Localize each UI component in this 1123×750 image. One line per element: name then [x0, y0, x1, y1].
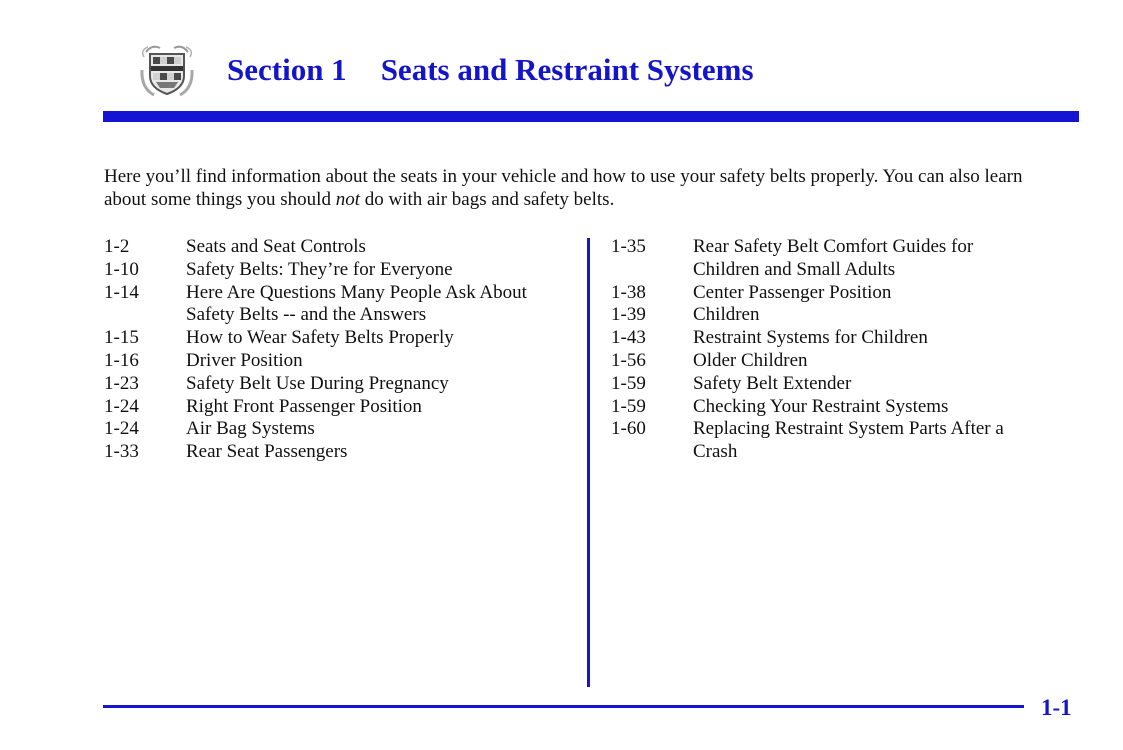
toc-page-number: 1-56 — [611, 349, 646, 371]
toc-page-number: 1-23 — [104, 372, 139, 394]
toc-entry[interactable] — [104, 373, 574, 396]
toc-page-number: 1-24 — [104, 418, 139, 440]
toc-page-number: 1-35 — [611, 236, 646, 257]
toc-page-number: 1-59 — [611, 395, 646, 417]
toc-entry[interactable] — [104, 327, 574, 350]
toc-entry[interactable] — [611, 327, 1031, 350]
toc-entry[interactable] — [104, 441, 574, 464]
toc-entry[interactable] — [104, 396, 574, 419]
toc-topic: Right Front Passenger Position — [186, 395, 422, 417]
toc-entry[interactable] — [611, 418, 1031, 464]
footer-rule — [103, 705, 1024, 708]
intro-text-end: do with air bags and safety belts. — [359, 189, 615, 210]
toc-page-number: 1-59 — [611, 372, 646, 394]
toc-entry[interactable] — [611, 350, 1031, 373]
toc-page-number: 1-43 — [611, 327, 646, 349]
intro-emphasis: not — [335, 189, 360, 210]
toc-topic: Older Children — [693, 349, 808, 371]
page-number: 1-1 — [1041, 695, 1072, 720]
toc-topic: Replacing Restraint System Parts After a Crash — [693, 418, 1004, 463]
toc-right-column — [611, 236, 1031, 464]
toc-page-number: 1-39 — [611, 304, 646, 326]
section-label: Section 1 — [227, 52, 347, 87]
intro-text: Here you’ll find information about the seats in your vehicle and how to use your safety belts properly. You can also learn about some things you should — [104, 166, 1023, 210]
toc-topic: Center Passenger Position — [693, 281, 892, 303]
toc-entry[interactable] — [104, 282, 574, 328]
toc-page-number: 1-15 — [104, 327, 139, 349]
toc-topic: Safety Belts: They’re for Everyone — [186, 258, 453, 280]
toc-topic: Restraint Systems for Children — [693, 327, 928, 349]
toc-topic: Safety Belt Extender — [693, 372, 852, 394]
toc-topic: Here Are Questions Many People Ask About Safety Belts -- and the Answers — [186, 281, 527, 326]
toc-entry[interactable] — [611, 373, 1031, 396]
toc-page-number: 1-14 — [104, 281, 139, 303]
toc-page-number: 1-2 — [104, 236, 130, 257]
column-divider — [587, 238, 590, 687]
toc-topic: Checking Your Restraint Systems — [693, 395, 949, 417]
toc-page-number: 1-33 — [104, 441, 139, 463]
toc-topic: Driver Position — [186, 349, 303, 371]
toc-entry[interactable] — [611, 282, 1031, 305]
toc-page-number: 1-16 — [104, 349, 139, 371]
toc-topic: Safety Belt Use During Pregnancy — [186, 372, 449, 394]
crest-logo-icon — [136, 42, 198, 100]
toc-page-number: 1-10 — [104, 258, 139, 280]
toc-topic: Seats and Seat Controls — [186, 236, 366, 257]
header-bar — [103, 111, 1079, 122]
toc-entry[interactable] — [104, 418, 574, 441]
toc-entry[interactable] — [611, 304, 1031, 327]
toc-topic: Children — [693, 304, 760, 326]
toc-left-column — [104, 236, 574, 464]
toc-topic: Air Bag Systems — [186, 418, 315, 440]
toc-page-number: 1-24 — [104, 395, 139, 417]
toc-entry[interactable] — [104, 259, 574, 282]
toc-entry[interactable] — [611, 396, 1031, 419]
section-title: Seats and Restraint Systems — [380, 52, 754, 87]
toc-page-number: 1-38 — [611, 281, 646, 303]
page-title — [227, 50, 754, 90]
toc-entry[interactable] — [104, 236, 574, 259]
toc-topic: Rear Seat Passengers — [186, 441, 348, 463]
toc-topic: How to Wear Safety Belts Properly — [186, 327, 454, 349]
toc-page-number: 1-60 — [611, 418, 646, 440]
toc-entry[interactable] — [611, 236, 1031, 282]
intro-paragraph — [104, 165, 1064, 211]
toc-topic: Rear Safety Belt Comfort Guides for Children and Small Adults — [693, 236, 974, 280]
toc-entry[interactable] — [104, 350, 574, 373]
